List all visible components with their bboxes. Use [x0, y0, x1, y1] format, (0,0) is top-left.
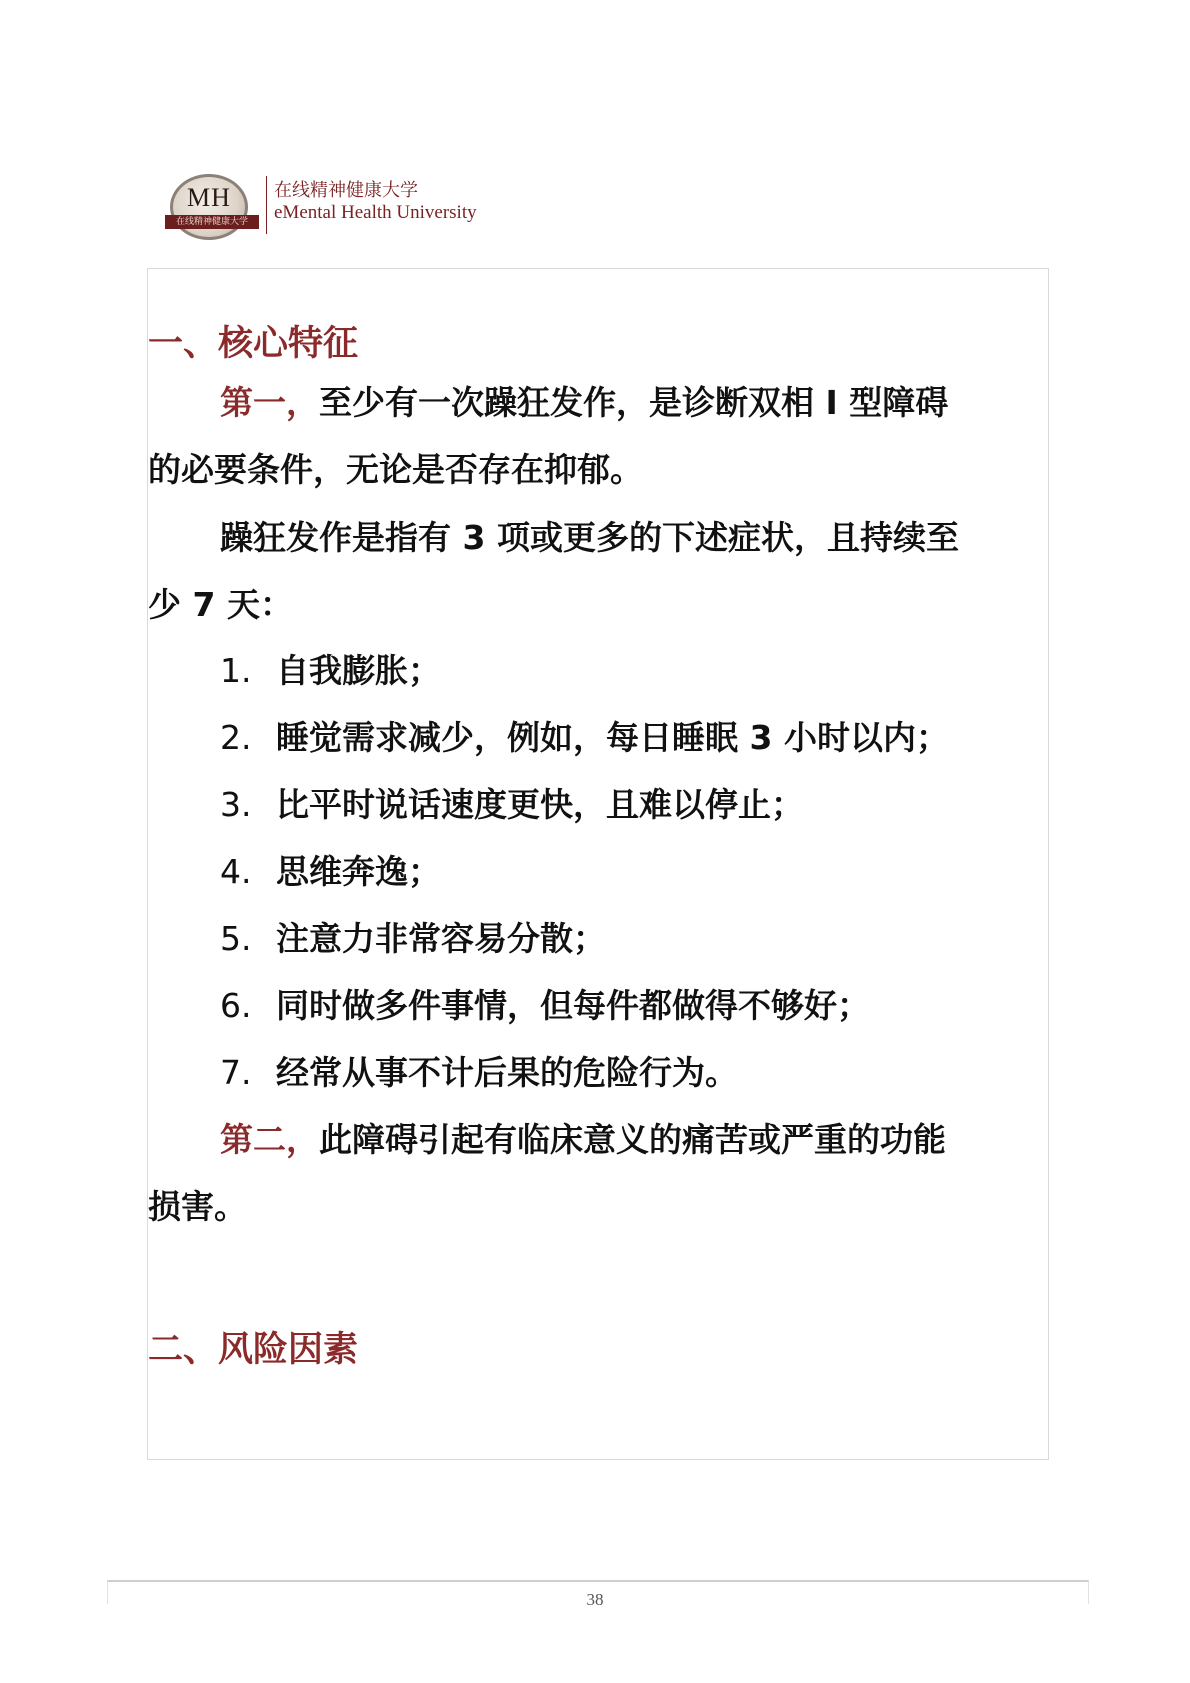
logo: [170, 172, 510, 252]
list-item: [220, 916, 606, 962]
section-heading-core-features: 一、核心特征: [148, 324, 359, 364]
list-item-text: 注意力非常容易分散；: [276, 919, 606, 958]
paragraph-manic-episode-continued: 少 7 天：: [148, 585, 293, 624]
section-heading-risk-factors: 二、风险因素: [148, 1330, 359, 1370]
list-item: [220, 715, 949, 761]
logo-chinese-name: 在线精神健康大学: [274, 180, 418, 201]
list-item-text: 比平时说话速度更快，且难以停止；: [276, 785, 804, 824]
paragraph-first-continued: 的必要条件，无论是否存在抑郁。: [148, 450, 643, 489]
list-item-text: 思维奔逸；: [276, 852, 441, 891]
list-item-number: 3.: [220, 785, 252, 824]
list-item-number: 5.: [220, 919, 252, 958]
list-item-text: 经常从事不计后果的危险行为。: [276, 1053, 738, 1092]
logo-english-name: eMental Health University: [274, 202, 477, 223]
paragraph-second-text: 此障碍引起有临床意义的痛苦或严重的功能: [319, 1120, 946, 1159]
paragraph-first: [220, 380, 1100, 426]
list-item-text: 睡觉需求减少，例如，每日睡眠 3 小时以内；: [276, 718, 949, 757]
paragraph-first-lead: 第一，: [220, 383, 319, 422]
paragraph-second-lead: 第二，: [220, 1120, 319, 1159]
paragraph-second: [220, 1117, 1100, 1163]
paragraph-first-text: 至少有一次躁狂发作，是诊断双相 I 型障碍: [319, 383, 949, 422]
list-item-number: 1.: [220, 651, 252, 690]
list-item-number: 2.: [220, 718, 252, 757]
list-item-text: 自我膨胀；: [276, 651, 441, 690]
list-item: [220, 648, 441, 694]
list-item-number: 4.: [220, 852, 252, 891]
list-item: [220, 782, 804, 828]
list-item: [220, 983, 870, 1029]
list-item: [220, 849, 441, 895]
paragraph-manic-episode: 躁狂发作是指有 3 项或更多的下述症状，且持续至: [220, 518, 959, 557]
logo-seal: [170, 174, 248, 240]
list-item-text: 同时做多件事情，但每件都做得不够好；: [276, 986, 870, 1025]
list-item-number: 7.: [220, 1053, 252, 1092]
page-number: 38: [586, 1590, 604, 1609]
list-item-number: 6.: [220, 986, 252, 1025]
logo-seal-ribbon: 在线精神健康大学: [165, 215, 259, 229]
list-item: [220, 1050, 738, 1096]
paragraph-second-continued: 损害。: [148, 1187, 247, 1226]
logo-divider: [266, 176, 267, 234]
logo-seal-text: MH: [187, 183, 231, 212]
